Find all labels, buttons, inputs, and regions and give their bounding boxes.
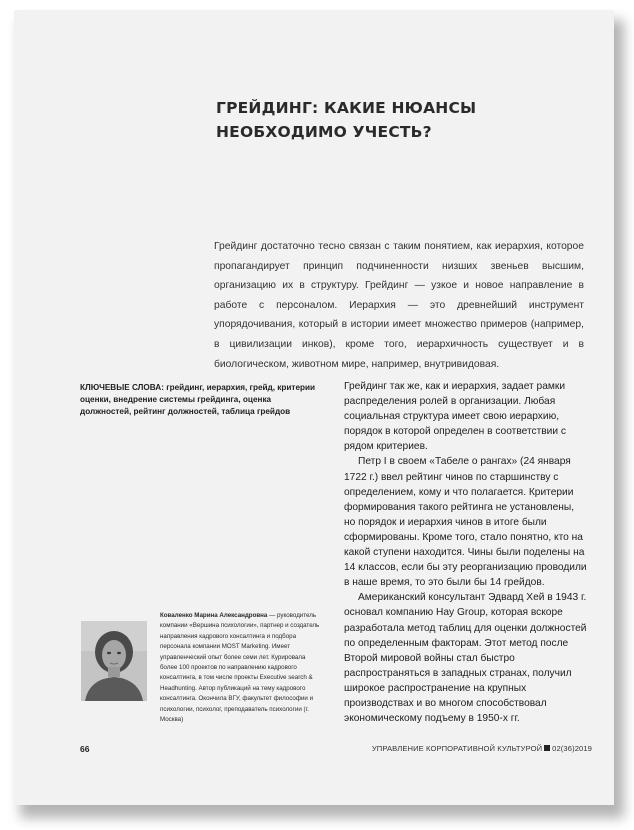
article-title: ГРЕЙДИНГ: КАКИЕ НЮАНСЫ НЕОБХОДИМО УЧЕСТЬ? (216, 99, 477, 141)
keywords: КЛЮЧЕВЫЕ СЛОВА: грейдинг, иерархия, грейд, критерии оценки, внедрение системы грейдинга, оценка должностей, рейтинг должностей, таблица грейдов (80, 383, 316, 416)
author-bio-text: — руководитель компании «Вершина психологии», партнер и создатель направления кадрового консалтинга и подбора персонала компании MOST Marketing. Имеет управленческий опыт более семи лет. Курировала более 100 проектов по направлению кадрового консалтинга, в том числе проекты Executive search & Headhunting. Автор публикаций на тему кадрового консалтинга. Окончила ВГУ, факультет философии и психологии, психолог, преподаватель психологии (г. Москва) (160, 612, 320, 724)
author-bio (160, 611, 320, 725)
paragraph-2: Петр I в своем «Табеле о рангах» (24 января 1722 г.) ввел рейтинг чинов по старшинству с определением, кому и что полагается. Критерии формирования такого рейтинга не установлены, но порядок и иерархия чинов в итоге были сформированы. Кроме того, стало понятно, кто на какой ступени находится. Чины были поделены на 14 классов, если бы эту реорганизацию проводили в наше время, то это были бы 14 грейдов. (344, 456, 587, 589)
journal-name: УПРАВЛЕНИЕ КОРПОРАТИВНОЙ КУЛЬТУРОЙ (371, 744, 543, 753)
square-separator-icon (544, 745, 550, 751)
paragraph-1: Грейдинг так же, как и иерархия, задает рамки распределения ролей в организации. Любая социальная структура имеет свою иерархию, порядок в которой определен в соответствии с рядом критериев. (344, 381, 566, 453)
article-intro: Грейдинг достаточно тесно связан с таким понятием, как иерархия, которое пропагандирует принцип подчиненности низших звеньев высшим, организацию их в структуру. Грейдинг — узкое и новое направление в работе с персоналом. Иерархия — это древнейший инструмент упорядочивания, который в истории имеет множество примеров (например, в цивилизации инков), кроме того, иерархичность существует и в биологическом, животном мире, например, внутривидовая. (214, 241, 584, 370)
author-portrait-icon (81, 621, 147, 701)
issue-number: 02(36)2019 (552, 744, 592, 753)
author-name: Коваленко Марина Александровна (160, 612, 268, 619)
running-footer (372, 744, 592, 753)
author-photo (81, 621, 147, 701)
paragraph-3: Американский консультант Эдвард Хей в 1943 г. основал компанию Hay Group, которая вскоре разработала метод таблиц для оценки должностей по определенным факторам. Этот метод после Второй мировой войны стал быстро распространяться в западных странах, получил широкое распространение на крупных производствах и во многом способствовал экономическому подъему в 1950-х гг. (344, 592, 587, 725)
page-number: 66 (80, 744, 90, 754)
article-body (344, 379, 588, 726)
